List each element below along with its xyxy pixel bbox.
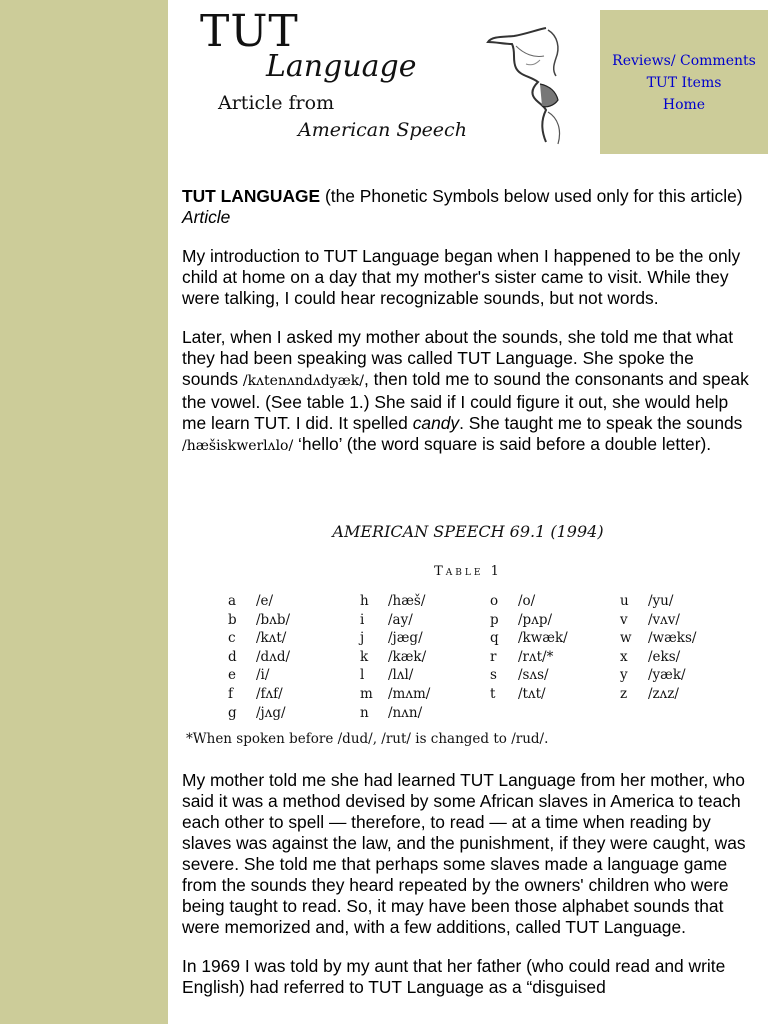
paragraph-2 (182, 327, 754, 457)
table-sound: /jʌg/ (256, 704, 286, 721)
table-row (490, 629, 568, 648)
table-sound: /hæš/ (388, 593, 426, 609)
table-row (228, 704, 290, 723)
table-sound: /wæks/ (648, 630, 697, 647)
table-sound: /o/ (518, 593, 536, 609)
table-letter: k (360, 648, 369, 665)
table-row (360, 704, 430, 723)
p2-ipa-hello: /hæšiskwerlʌlo/ (182, 438, 294, 454)
nav-tut-items-link[interactable]: TUT Items (646, 75, 722, 91)
table-letter: f (228, 685, 233, 702)
face-profile-illustration (486, 24, 582, 148)
table-row (360, 629, 430, 648)
left-sidebar (0, 0, 168, 1024)
paragraph-3: My mother told me she had learned TUT Language from her mother, who said it was a method devised by some African slaves in America to teach each other to spell — therefore, to read — at a time when reading by slaves was against the law, and the punishment, if they were caught, was severe. She told me that perhaps some slaves made a language game from the sounds they heard repeated by the owners' children who were being taught to read. So, it may have been those alphabet sounds that were memorized and, with a few additions, called TUT Language. (182, 770, 746, 937)
table-row (620, 629, 696, 648)
table-row (228, 629, 290, 648)
table-letter: n (360, 704, 369, 721)
table-letter: w (620, 630, 632, 647)
table-sound: /dʌd/ (256, 648, 291, 665)
table-sound: /pʌp/ (518, 611, 553, 628)
paragraph-1: My introduction to TUT Language began when I happened to be the only child at home on a day that my mother's sister came to visit. While they were talking, I could hear recognizable sounds, but not words. (182, 246, 741, 308)
table-row (620, 666, 696, 685)
article-type: Article (182, 207, 231, 227)
paragraph-4: In 1969 I was told by my aunt that her father (who could read and write English) had referred to TUT Language as a “disguised (182, 956, 726, 997)
article-content (182, 186, 754, 475)
table-letter: p (490, 611, 499, 628)
p2-text-c: . She taught me to speak the sounds (459, 413, 743, 433)
table-row (490, 648, 568, 667)
article-heading (182, 186, 754, 228)
table-row (360, 666, 430, 685)
table-letter: i (360, 611, 365, 628)
table-sound: /lʌl/ (388, 667, 414, 684)
figure-caption: AMERICAN SPEECH 69.1 (1994) (332, 522, 604, 541)
table-sound: /zʌz/ (648, 685, 679, 702)
table-letter: t (490, 685, 496, 702)
table-sound: /kwæk/ (518, 630, 568, 647)
table-row (490, 666, 568, 685)
table-sound: /sʌs/ (518, 667, 549, 684)
table-row (360, 648, 430, 667)
table-letter: x (620, 648, 628, 665)
article-title: TUT LANGUAGE (182, 186, 321, 206)
table-sound: /nʌn/ (388, 704, 423, 721)
table-letter: y (620, 667, 628, 684)
table-letter: e (228, 667, 236, 684)
table-row (620, 685, 696, 704)
nav-home-link[interactable]: Home (662, 97, 706, 113)
logo-line-2: Language (266, 49, 417, 84)
table-letter: g (228, 704, 237, 721)
p2-text-d: ‘hello’ (the word square is said before a double letter). (293, 434, 712, 454)
table-title: Table 1 (434, 564, 502, 579)
table-letter: c (228, 630, 236, 647)
table-row (228, 685, 290, 704)
logo-line-1: TUT (200, 6, 299, 57)
table-sound: /rʌt/* (518, 648, 554, 665)
table-letter: q (490, 630, 499, 647)
table-letter: v (620, 611, 628, 628)
table-column-2 (360, 592, 430, 722)
table-sound: /fʌf/ (256, 685, 283, 702)
table-row (490, 685, 568, 704)
table-column-3 (490, 592, 568, 704)
table-row (620, 592, 696, 611)
table-sound: /mʌm/ (388, 685, 431, 702)
navigation-box (600, 10, 768, 154)
table-footnote: *When spoken before /dud/, /rut/ is changed to /rud/. (186, 731, 549, 747)
table-row (228, 592, 290, 611)
table-letter: m (360, 685, 373, 702)
article-content-continued (182, 770, 754, 1016)
table-row (490, 592, 568, 611)
logo-line-3: Article from (218, 92, 335, 114)
table-row (490, 611, 568, 630)
nav-reviews-comments-link[interactable]: Reviews/ Comments (612, 53, 756, 69)
table-letter: r (490, 648, 497, 665)
table-sound: /bʌb/ (256, 611, 291, 628)
table-sound: /yu/ (648, 593, 674, 609)
page-body (168, 0, 768, 1024)
table-sound: /yæk/ (648, 667, 686, 684)
nav-list (600, 50, 768, 116)
table-sound: /eks/ (648, 648, 681, 665)
table-sound: /jæg/ (388, 630, 423, 647)
table-column-4 (620, 592, 696, 704)
table-letter: d (228, 648, 237, 665)
table-sound: /vʌv/ (648, 611, 680, 628)
p2-text-a: Later, when I asked my mother about the sounds, she told me that what they had been speaking was called TUT Language. She spoke the sounds (182, 327, 734, 389)
table-row (360, 611, 430, 630)
table-letter: s (490, 667, 497, 684)
logo-line-4: American Speech (298, 119, 467, 141)
table-column-1 (228, 592, 290, 722)
table-sound: /e/ (256, 593, 274, 609)
p2-emphasis: candy (412, 413, 460, 433)
table-letter: b (228, 611, 237, 628)
table-sound: /ay/ (388, 611, 413, 628)
table-1-figure (168, 522, 768, 754)
table-sound: /kæk/ (388, 648, 427, 665)
table-row (620, 611, 696, 630)
table-sound: /tʌt/ (518, 685, 546, 702)
table-letter: z (620, 685, 628, 702)
table-row (228, 666, 290, 685)
table-letter: o (490, 593, 499, 609)
table-sound: /i/ (256, 667, 270, 684)
p2-text-b: , then told me to sound the consonants and speak the vowel. (See table 1.) She said if I could figure it out, she would help me learn TUT. I did. It spelled (182, 369, 749, 433)
table-letter: a (228, 593, 237, 609)
p2-ipa-candy: /kʌtenʌndʌdyæk/ (242, 373, 364, 389)
table-row (360, 685, 430, 704)
table-row (228, 611, 290, 630)
table-letter: j (360, 630, 365, 647)
table-letter: h (360, 593, 369, 609)
table-sound: /kʌt/ (256, 630, 287, 647)
table-row (228, 648, 290, 667)
table-letter: u (620, 593, 629, 609)
table-letter: l (360, 667, 365, 684)
table-row (620, 648, 696, 667)
article-subtitle: (the Phonetic Symbols below used only for this article) (320, 186, 743, 206)
table-row (360, 592, 430, 611)
